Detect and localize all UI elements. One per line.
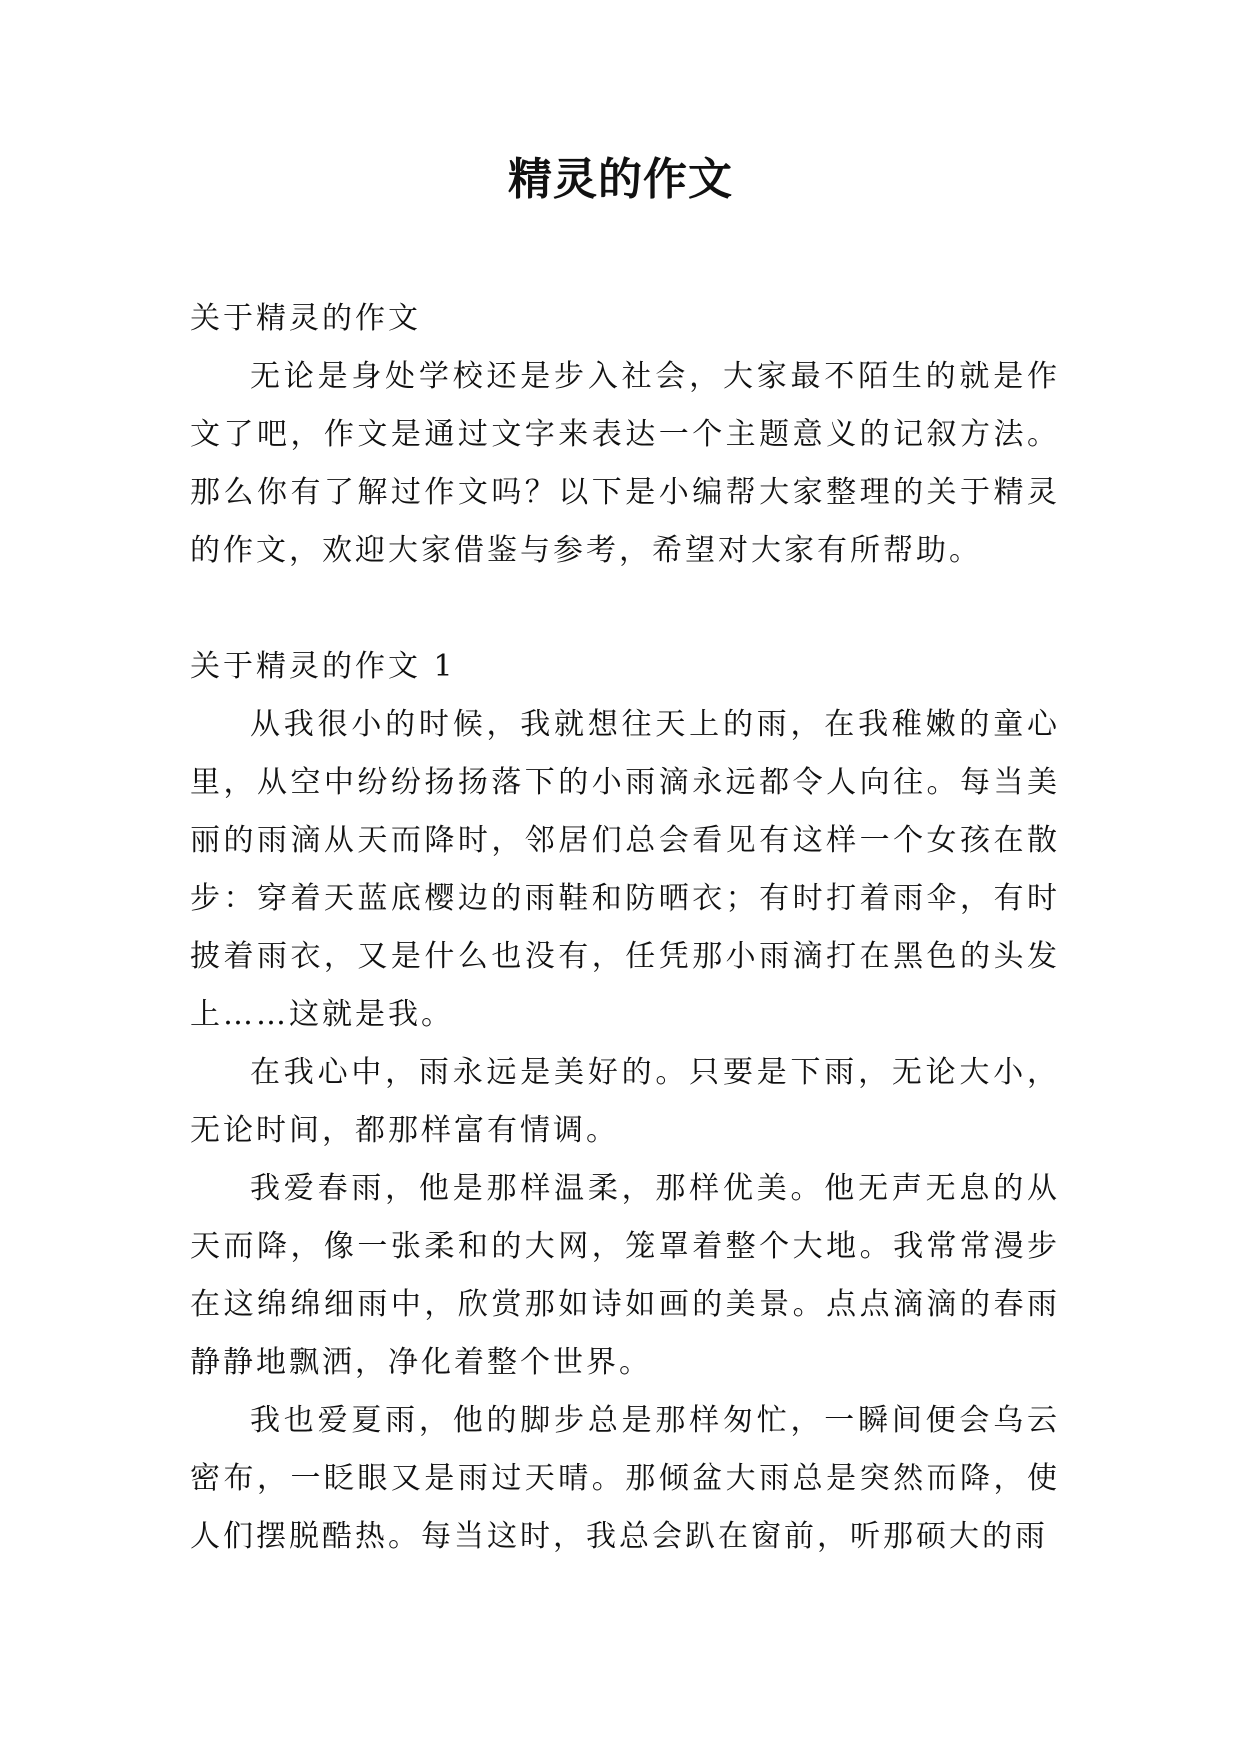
essay-heading: 关于精灵的作文 1 [190,649,456,684]
document-title: 精灵的作文 [508,154,733,205]
intro-heading: 关于精灵的作文 [190,301,421,336]
intro-paragraph: 无论是身处学校还是步入社会，大家最不陌生的就是作文了吧，作文是通过文字来表达一个主题意义的记叙方法。那么你有了解过作文吗？以下是小编帮大家整理的关于精灵的作文，欢迎大家借鉴与参考，希望对大家有所帮助。 [190,359,1060,568]
document-body [190,290,1060,1566]
section-spacer [190,580,1060,638]
essay-paragraph-4: 我也爱夏雨，他的脚步总是那样匆忙，一瞬间便会乌云密布，一眨眼又是雨过天晴。那倾盆大雨总是突然而降，使人们摆脱酷热。每当这时，我总会趴在窗前，听那硕大的雨 [190,1403,1060,1554]
essay-paragraph-3: 我爱春雨，他是那样温柔，那样优美。他无声无息的从天而降，像一张柔和的大网，笼罩着整个大地。我常常漫步在这绵绵细雨中，欣赏那如诗如画的美景。点点滴滴的春雨静静地飘洒，净化着整个世界。 [190,1171,1060,1380]
essay-paragraph-1: 从我很小的时候，我就想往天上的雨，在我稚嫩的童心里，从空中纷纷扬扬落下的小雨滴永远都令人向往。每当美丽的雨滴从天而降时，邻居们总会看见有这样一个女孩在散步：穿着天蓝底樱边的雨鞋和防晒衣；有时打着雨伞，有时披着雨衣，又是什么也没有，任凭那小雨滴打在黑色的头发上……这就是我。 [190,707,1060,1032]
essay-paragraph-2: 在我心中，雨永远是美好的。只要是下雨，无论大小，无论时间，都那样富有情调。 [190,1055,1060,1148]
